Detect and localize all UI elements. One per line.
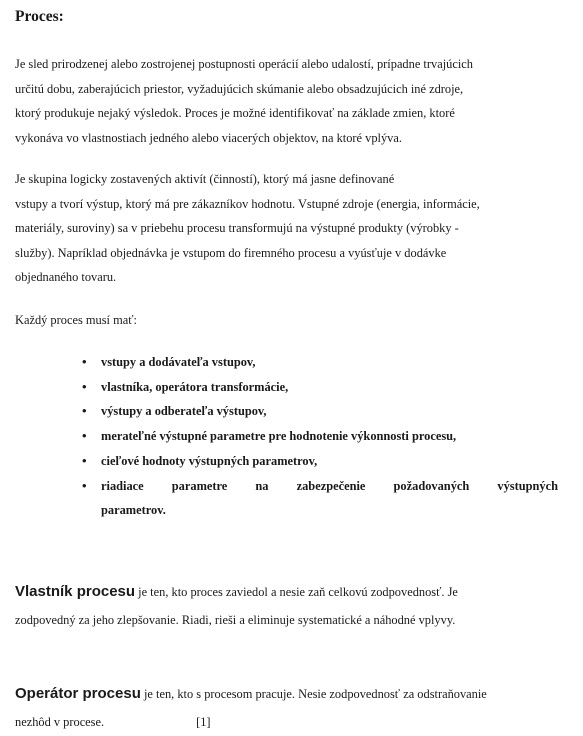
definition-paragraph-1 <box>15 52 567 150</box>
owner-text: je ten, kto proces zaviedol a nesie zaň celkovú zodpovednosť. Je <box>135 585 458 599</box>
operator-text-continued: nezhôd v procese. <box>15 715 105 729</box>
list-item-text: merateľné výstupné parametre pre hodnotenie výkonnosti procesu, <box>101 429 457 444</box>
requirements-intro: Každý proces musí mať: <box>15 313 137 327</box>
bullet-icon: • <box>82 452 87 468</box>
list-item-text: vstupy a dodávateľa vstupov, <box>101 355 256 369</box>
list-item-text: riadiace parametre na zabezpečenie požadovaných výstupných <box>101 478 558 493</box>
text-line: určitú dobu, zaberajúcich priestor, vyžadujúcich skúmanie alebo obsadzujúcich iné zdroje, <box>15 81 464 96</box>
bullet-icon: • <box>82 403 87 419</box>
owner-definition <box>15 578 570 634</box>
list-item <box>82 424 558 449</box>
bullet-icon: • <box>82 378 87 394</box>
text-line <box>15 680 570 708</box>
text-line: materiály, suroviny) sa v priebehu procesu transformujú na výstupné produkty (výrobky - <box>15 221 459 235</box>
bullet-icon: • <box>82 354 87 369</box>
page-title: Proces: <box>15 8 64 25</box>
owner-term: Vlastník procesu <box>15 583 136 600</box>
list-item <box>82 474 558 523</box>
list-item-text-continued: parametrov. <box>101 503 166 518</box>
citation-reference: [1] <box>196 715 211 729</box>
list-item-text: výstupy a odberateľa výstupov, <box>101 404 267 419</box>
text-line: Je sled prirodzenej alebo zostrojenej postupnosti operácií alebo udalostí, prípadne trvajúcich <box>15 57 473 71</box>
bullet-icon: • <box>82 428 87 444</box>
text-line <box>15 578 570 606</box>
text-line: služby). Napríklad objednávka je vstupom do firemného procesu a vyúsťuje v dodávke <box>15 245 447 260</box>
list-item <box>82 399 558 424</box>
operator-text: je ten, kto s procesom pracuje. Nesie zodpovednosť za odstraňovanie <box>140 687 487 701</box>
text-line: objednaného tovaru. <box>15 270 117 284</box>
text-line: ktorý produkuje nejaký výsledok. Proces je možné identifikovať na základe zmien, ktoré <box>15 106 455 120</box>
definition-paragraph-2 <box>15 167 567 290</box>
operator-term: Operátor procesu <box>15 685 141 702</box>
operator-definition <box>15 680 570 736</box>
list-item <box>82 375 558 400</box>
requirements-list <box>82 350 558 523</box>
list-item <box>82 449 558 474</box>
text-line: zodpovedný za jeho zlepšovanie. Riadi, rieši a eliminuje systematické a náhodné vplyvy. <box>15 613 456 627</box>
list-item-text: vlastníka, operátora transformácie, <box>101 379 289 394</box>
text-line: vykonáva vo vlastnostiach jedného alebo viacerých objektov, na ktoré vplýva. <box>15 130 402 145</box>
text-line: Je skupina logicky zostavených aktivít (činností), ktorý má jasne definované <box>15 172 395 186</box>
text-line <box>15 708 570 736</box>
list-item <box>82 350 558 375</box>
list-item-text: cieľové hodnoty výstupných parametrov, <box>101 453 318 468</box>
text-line: vstupy a tvorí výstup, ktorý má pre zákazníkov hodnotu. Vstupné zdroje (energia, informácie, <box>15 196 480 211</box>
bullet-icon: • <box>82 477 87 493</box>
